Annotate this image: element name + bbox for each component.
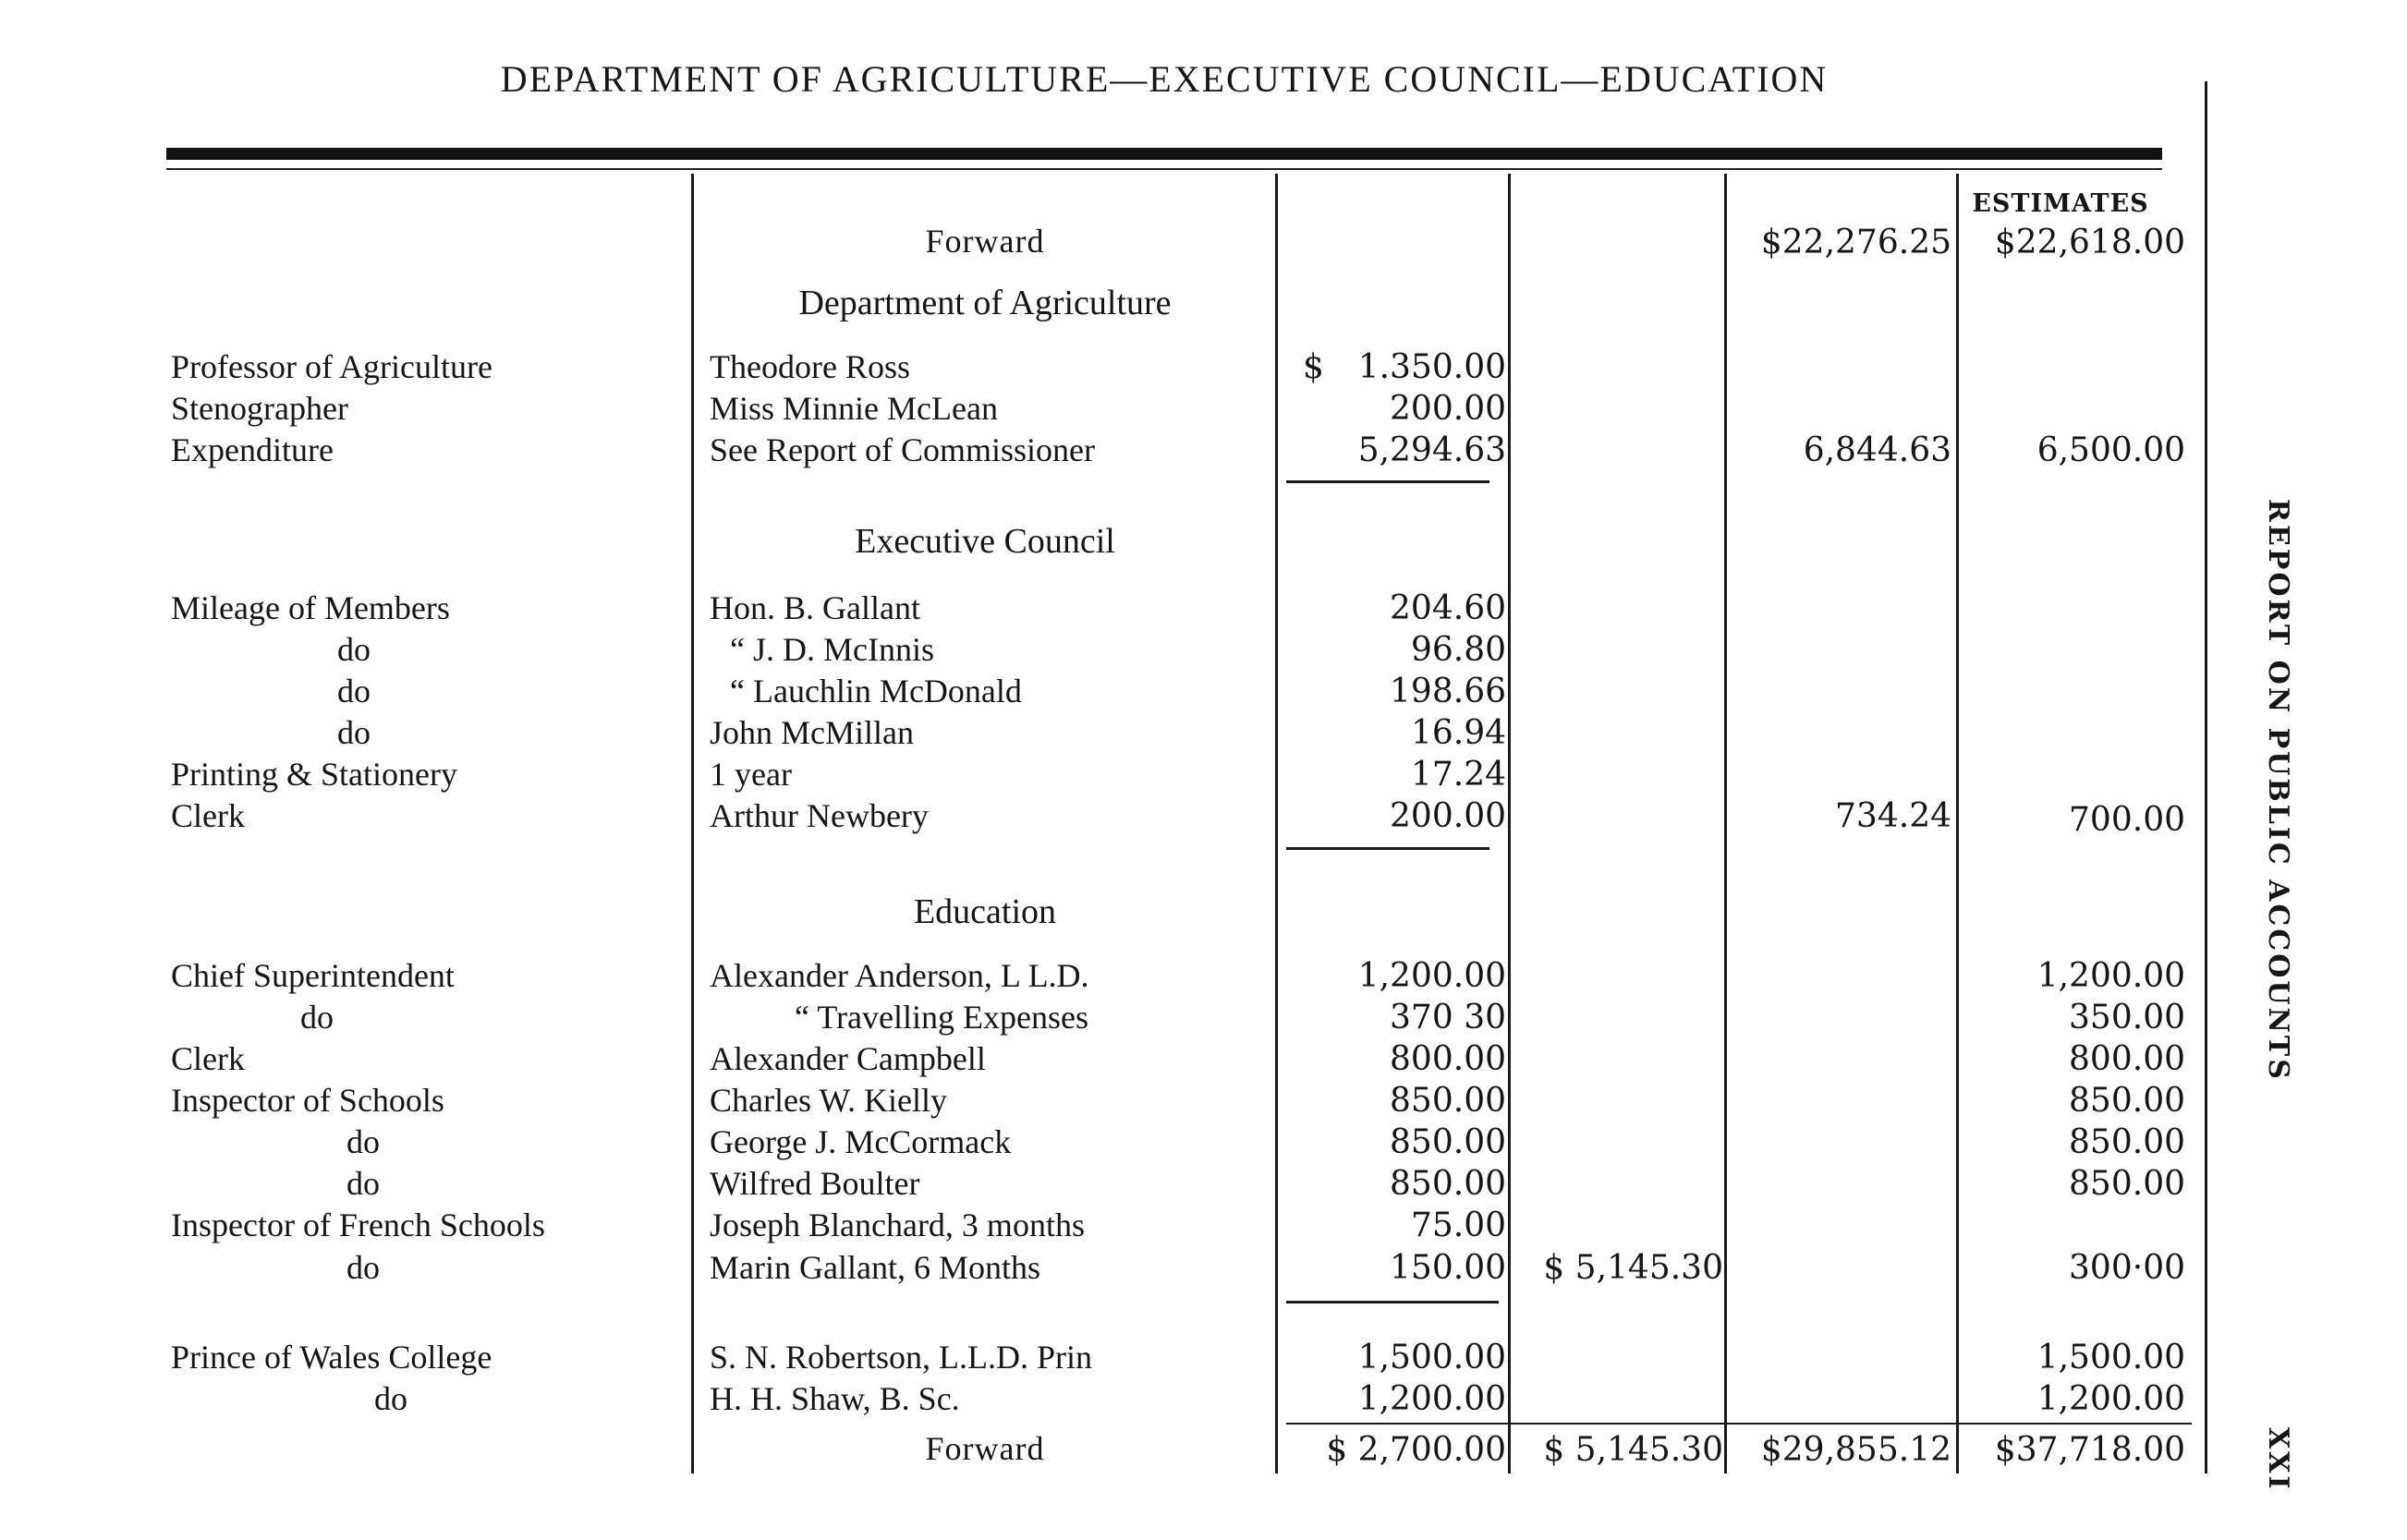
- table-row: [0, 1038, 2218, 1080]
- row-estimate: 850.00: [2069, 1082, 2185, 1120]
- table-row: [0, 629, 2218, 671]
- table-row: [0, 1205, 2218, 1246]
- table-row: [0, 430, 2218, 471]
- row-description: Clerk: [171, 1040, 245, 1077]
- forward-subtotal-bottom: $ 5,145.30: [1543, 1431, 1723, 1469]
- table-row: [0, 588, 2218, 629]
- section-heading-council: Executive Council: [855, 522, 1115, 561]
- row-name: John McMillan: [710, 714, 914, 751]
- row-description: Chief Superintendent: [171, 957, 455, 994]
- row-description: do: [374, 1380, 407, 1417]
- row-name: Theodore Ross: [710, 348, 910, 385]
- table-row: [0, 1337, 2218, 1378]
- table-row: [0, 1122, 2218, 1163]
- row-amount: 200.00: [1390, 390, 1506, 428]
- row-estimate: 6,500.00: [2036, 431, 2185, 469]
- forward-estimate-top: $22,618.00: [1994, 224, 2185, 261]
- forward-amount-bottom: $ 2,700.00: [1326, 1431, 1506, 1469]
- row-amount: 850.00: [1390, 1165, 1506, 1203]
- row-name: Charles W. Kielly: [710, 1082, 947, 1119]
- running-head: REPORT ON PUBLIC ACCOUNTS: [2262, 499, 2294, 1082]
- row-description: Inspector of Schools: [171, 1082, 444, 1119]
- row-amount: 800.00: [1390, 1040, 1506, 1078]
- forward-row-bottom: [0, 1429, 2218, 1471]
- row-amount: 370 30: [1390, 999, 1506, 1037]
- table-row: [0, 754, 2218, 795]
- row-estimate: 800.00: [2069, 1040, 2185, 1078]
- council-total-rule: [1286, 847, 1489, 850]
- page-title: DEPARTMENT OF AGRICULTURE—EXECUTIVE COUNCIL—EDUCATION: [500, 58, 1829, 100]
- row-description: Professor of Agriculture: [171, 348, 492, 385]
- row-amount: 1,200.00: [1357, 1380, 1506, 1418]
- row-description: do: [337, 631, 371, 668]
- row-description: Mileage of Members: [171, 589, 450, 626]
- table-row: [0, 1163, 2218, 1205]
- row-amount: 204.60: [1390, 589, 1506, 627]
- row-amount: 1,500.00: [1357, 1339, 1506, 1376]
- row-subtotal: $ 5,145.30: [1543, 1249, 1723, 1287]
- row-amount: 850.00: [1390, 1082, 1506, 1120]
- row-description: Clerk: [171, 797, 245, 834]
- row-description: do: [346, 1123, 380, 1160]
- forward-total-bottom: $29,855.12: [1760, 1431, 1951, 1469]
- row-amount: 5,294.63: [1357, 431, 1506, 469]
- row-total: 6,844.63: [1803, 431, 1951, 469]
- row-name: Joseph Blanchard, 3 months: [710, 1207, 1085, 1243]
- row-name: H. H. Shaw, B. Sc.: [710, 1380, 960, 1417]
- row-amount: 17.24: [1410, 756, 1506, 794]
- row-amount: 850.00: [1390, 1123, 1506, 1161]
- row-estimate: 850.00: [2069, 1165, 2185, 1203]
- forward-estimate-bottom: $37,718.00: [1994, 1431, 2185, 1469]
- table-row: [0, 1080, 2218, 1122]
- forward-bottom-rule: [1286, 1423, 2192, 1425]
- title-rule-thin: [166, 168, 2162, 170]
- table-row: [0, 712, 2218, 754]
- table-row: [0, 997, 2218, 1038]
- estimates-header: ESTIMATES: [1972, 189, 2149, 218]
- row-name: “ J. D. McInnis: [730, 631, 934, 668]
- section-heading-education: Education: [913, 892, 1057, 931]
- row-description: do: [346, 1165, 380, 1202]
- education-total-rule: [1286, 1301, 1499, 1304]
- row-name: S. N. Robertson, L.L.D. Prin: [710, 1339, 1092, 1376]
- row-estimate: 1,500.00: [2036, 1339, 2185, 1376]
- row-amount: 75.00: [1410, 1207, 1506, 1244]
- row-amount: 198.66: [1390, 673, 1506, 710]
- row-estimate: 850.00: [2069, 1123, 2185, 1161]
- table-row: [0, 671, 2218, 712]
- row-name: George J. McCormack: [710, 1123, 1012, 1160]
- row-estimate: 300·00: [2069, 1249, 2185, 1287]
- dollar-sign: $: [1303, 348, 1324, 386]
- row-name: “ Lauchlin McDonald: [730, 673, 1022, 709]
- row-description: Expenditure: [171, 431, 334, 468]
- title-rule-thick: [166, 148, 2162, 160]
- row-name: “ Travelling Expenses: [795, 999, 1088, 1036]
- row-amount: 16.94: [1410, 714, 1506, 752]
- table-row: [0, 388, 2218, 430]
- row-description: do: [300, 999, 334, 1036]
- forward-total-top: $22,276.25: [1760, 224, 1951, 261]
- row-name: Hon. B. Gallant: [710, 589, 920, 626]
- row-description: Printing & Stationery: [171, 756, 457, 793]
- page-number: XXI: [2262, 1427, 2294, 1492]
- row-estimate: 1,200.00: [2036, 957, 2185, 995]
- row-name: Miss Minnie McLean: [710, 390, 998, 427]
- table-row: [0, 955, 2218, 997]
- row-name: Wilfred Boulter: [710, 1165, 920, 1202]
- row-total: 734.24: [1835, 797, 1951, 835]
- row-name: Alexander Anderson, L L.D.: [710, 957, 1089, 994]
- row-description: Inspector of French Schools: [171, 1207, 545, 1243]
- row-description: do: [346, 1249, 380, 1286]
- row-description: Stenographer: [171, 390, 348, 427]
- row-amount: 150.00: [1390, 1249, 1506, 1287]
- row-name: 1 year: [710, 756, 792, 793]
- agriculture-total-rule: [1286, 480, 1489, 483]
- row-estimate: 1,200.00: [2036, 1380, 2185, 1418]
- table-row: [0, 346, 2218, 388]
- row-description: do: [337, 714, 371, 751]
- row-estimate: 350.00: [2069, 999, 2185, 1037]
- row-name: Marin Gallant, 6 Months: [710, 1249, 1040, 1286]
- row-description: Prince of Wales College: [171, 1339, 492, 1376]
- row-name: See Report of Commissioner: [710, 431, 1095, 468]
- row-description: do: [337, 673, 371, 709]
- forward-label-bottom: Forward: [925, 1430, 1045, 1467]
- table-row: [0, 1378, 2218, 1420]
- row-amount: 96.80: [1410, 631, 1506, 669]
- row-estimate: 700.00: [2069, 801, 2185, 839]
- table-row: [0, 1247, 2218, 1289]
- section-heading-agriculture: Department of Agriculture: [798, 284, 1172, 322]
- row-amount: 1,200.00: [1357, 957, 1506, 995]
- forward-label-top: Forward: [925, 223, 1045, 260]
- row-name: Alexander Campbell: [710, 1040, 986, 1077]
- row-amount: 1.350.00: [1357, 348, 1506, 386]
- table-row: [0, 795, 2218, 837]
- row-name: Arthur Newbery: [710, 797, 929, 834]
- forward-row-top: [0, 222, 2218, 263]
- row-amount: 200.00: [1390, 797, 1506, 835]
